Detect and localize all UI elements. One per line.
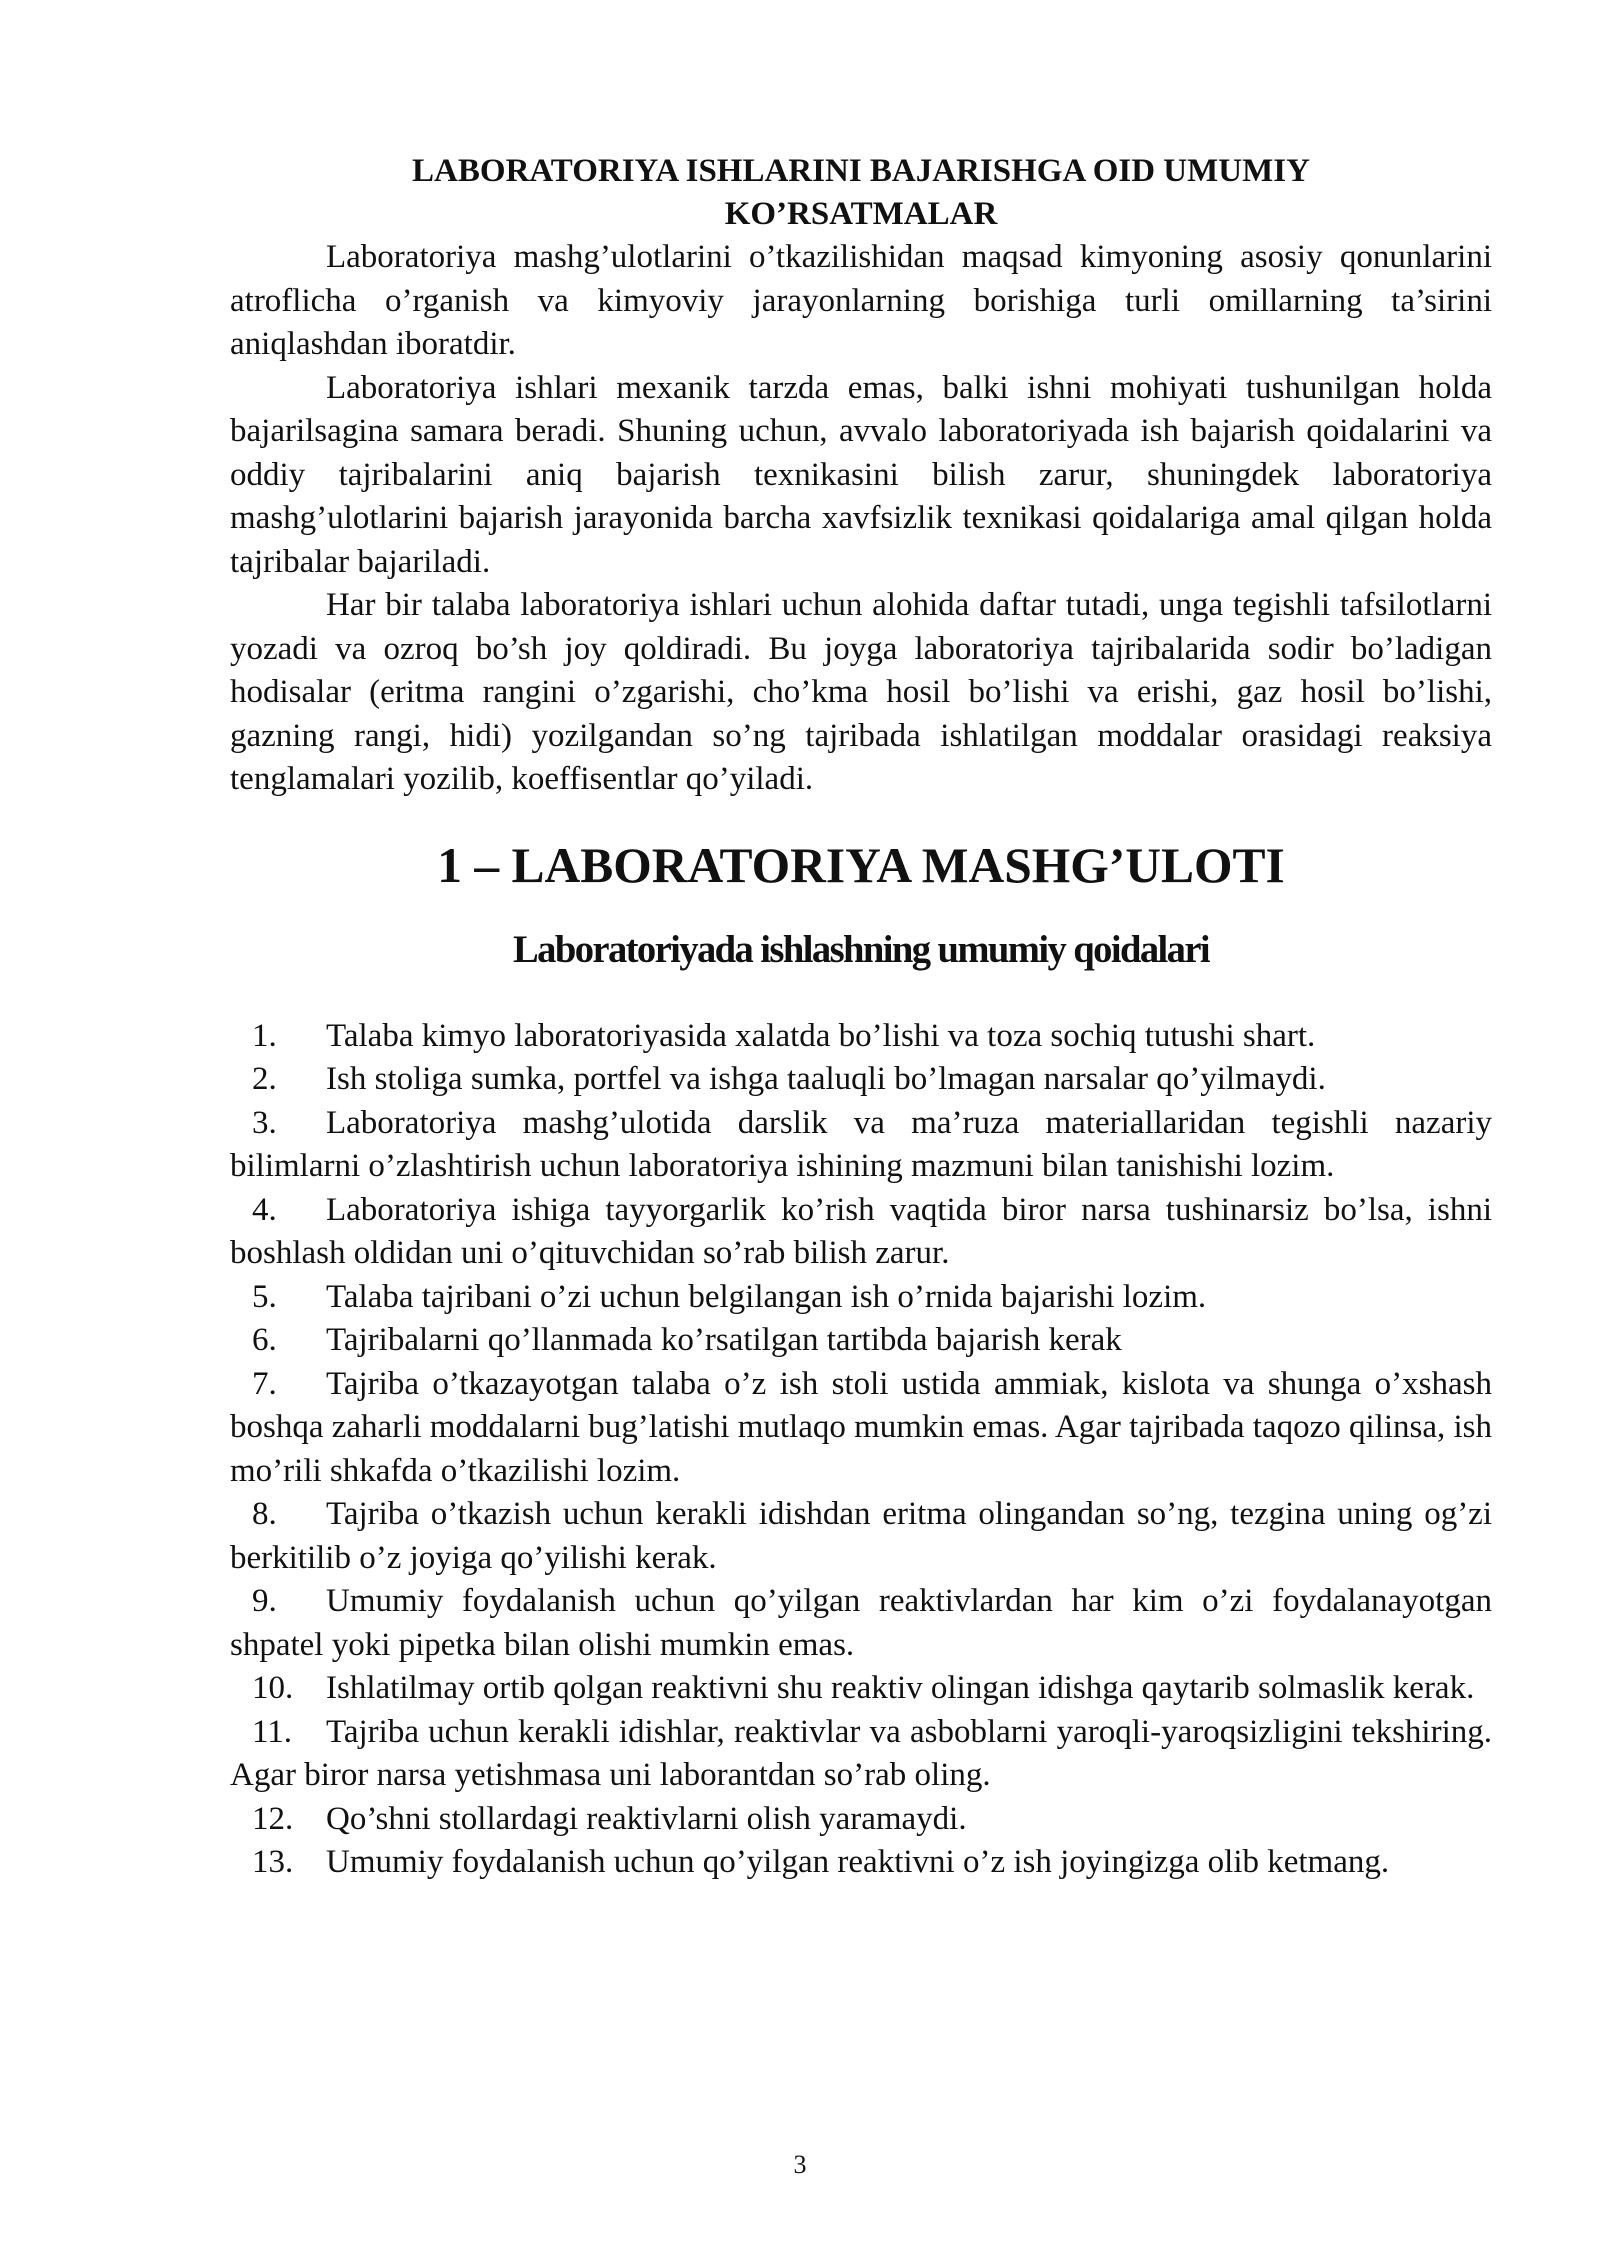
list-item-text: Qo’shni stollardagi reaktivlarni olish yaramaydi. bbox=[326, 1800, 967, 1837]
list-item bbox=[230, 1580, 1492, 1667]
page-content bbox=[230, 150, 1492, 1885]
list-item bbox=[230, 1015, 1492, 1059]
intro-paragraph-3: Har bir talaba laboratoriya ishlari uchun alohida daftar tutadi, unga tegishli tafsilotlarni yozadi va ozroq bo’sh joy qoldiradi. Bu joyga laboratoriya tajribalarida sodir bo’ladigan hodisalar (eritma rangini o’zgarishi, cho’kma hosil bo’lishi va erishi, gaz hosil bo’lishi, gazning rangi, hidi) yozilgandan so’ng tajribada ishlatilgan moddalar orasidagi reaksiya tenglamalari yozilib, koeffisentlar qo’yiladi. bbox=[230, 587, 1492, 797]
list-item-text: Tajriba uchun kerakli idishlar, reaktivlar va asboblarni yaroqli-yaroqsizligini tekshiring. Agar biror narsa yetishmasa uni laborantdan so’rab oling. bbox=[230, 1713, 1492, 1793]
list-item bbox=[230, 1189, 1492, 1276]
title-line-2: KO’RSATMALAR bbox=[724, 196, 998, 232]
list-item-text: Tajribalarni qo’llanmada ko’rsatilgan tartibda bajarish kerak bbox=[326, 1322, 1122, 1358]
list-item-number: 10. bbox=[252, 1670, 294, 1706]
list-item-number: 9. bbox=[252, 1583, 277, 1619]
list-item bbox=[230, 1102, 1492, 1189]
list-item-text: Umumiy foydalanish uchun qo’yilgan reaktivni o’z ish joyingizga olib ketmang. bbox=[326, 1844, 1390, 1880]
list-item bbox=[230, 1058, 1492, 1102]
list-item-text: Talaba kimyo laboratoriyasida xalatda bo’lishi va toza sochiq tutushi shart. bbox=[326, 1017, 1316, 1054]
list-item-text: Laboratoriya ishiga tayyorgarlik ko’rish vaqtida biror narsa tushinarsiz bo’lsa, ishni boshlash oldidan uni o’qituvchidan so’rab bilish zarur. bbox=[230, 1191, 1492, 1271]
list-item-number: 1. bbox=[252, 1017, 277, 1054]
list-item-text: Tajriba o’tkazish uchun kerakli idishdan eritma olingandan so’ng, tezgina uning og’zi berkitilib o’z joyiga qo’yilishi kerak. bbox=[230, 1496, 1492, 1576]
list-item-number: 5. bbox=[252, 1278, 277, 1315]
list-item-number: 13. bbox=[252, 1844, 294, 1880]
list-item-number: 3. bbox=[252, 1104, 277, 1141]
list-item bbox=[230, 1841, 1492, 1885]
list-item-number: 7. bbox=[252, 1365, 277, 1402]
list-item-number: 6. bbox=[252, 1322, 277, 1358]
list-item bbox=[230, 1493, 1492, 1580]
title-line-1: LABORATORIYA ISHLARINI BAJARISHGA OID UMUMIY bbox=[412, 153, 1310, 189]
page-number: 3 bbox=[793, 2150, 807, 2179]
intro-paragraph-2: Laboratoriya ishlari mexanik tarzda emas, balki ishni mohiyati tushunilgan holda bajarilsagina samara beradi. Shuning uchun, avvalo laboratoriyada ish bajarish qoidalarini va oddiy tajribalarini aniq bajarish texnikasini bilish zarur, shuningdek laboratoriya mashg’ulotlarini bajarish jarayonida barcha xavfsizlik texnikasi qoidalariga amal qilgan holda tajribalar bajariladi. bbox=[230, 369, 1492, 580]
list-item bbox=[230, 1276, 1492, 1320]
list-item-number: 8. bbox=[252, 1496, 277, 1532]
list-item-text: Tajriba o’tkazayotgan talaba o’z ish stoli ustida ammiak, kislota va shunga o’xshash boshqa zaharli moddalarni bug’latishi mutlaqo mumkin emas. Agar tajribada taqozo qilinsa, ish mo’rili shkafda o’tkazilishi lozim. bbox=[230, 1365, 1492, 1489]
list-item-number: 11. bbox=[252, 1713, 293, 1750]
document-title bbox=[230, 150, 1492, 236]
list-item-text: Laboratoriya mashg’ulotida darslik va ma’ruza materiallaridan tegishli nazariy bilimlarni o’zlashtirish uchun laboratoriya ishining mazmuni bilan tanishishi lozim. bbox=[230, 1104, 1492, 1184]
list-item-text: Talaba tajribani o’zi uchun belgilangan ish o’rnida bajarishi lozim. bbox=[326, 1278, 1207, 1315]
section-title: 1 – LABORATORIYA MASHG’ULOTI bbox=[437, 837, 1285, 893]
list-item bbox=[230, 1363, 1492, 1494]
list-item-number: 2. bbox=[252, 1061, 277, 1097]
list-item bbox=[230, 1667, 1492, 1711]
rules-list bbox=[230, 1015, 1492, 1885]
list-item-number: 4. bbox=[252, 1191, 277, 1228]
list-item bbox=[230, 1711, 1492, 1798]
list-item-text: Ish stoliga sumka, portfel va ishga taaluqli bo’lmagan narsalar qo’yilmaydi. bbox=[326, 1061, 1326, 1097]
list-item-number: 12. bbox=[252, 1800, 294, 1837]
section-subtitle: Laboratoriyada ishlashning umumiy qoidalari bbox=[512, 929, 1210, 971]
list-item-text: Umumiy foydalanish uchun qo’yilgan reaktivlardan har kim o’zi foydalanayotgan shpatel yoki pipetka bilan olishi mumkin emas. bbox=[230, 1583, 1492, 1663]
list-item bbox=[230, 1319, 1492, 1363]
list-item bbox=[230, 1798, 1492, 1842]
intro-paragraph-1: Laboratoriya mashg’ulotlarini o’tkazilishidan maqsad kimyoning asosiy qonunlarini atroflicha o’rganish va kimyoviy jarayonlarning borishiga turli omillarning ta’sirini aniqlashdan iboratdir. bbox=[230, 239, 1492, 362]
list-item-text: Ishlatilmay ortib qolgan reaktivni shu reaktiv olingan idishga qaytarib solmaslik kerak. bbox=[326, 1670, 1475, 1706]
